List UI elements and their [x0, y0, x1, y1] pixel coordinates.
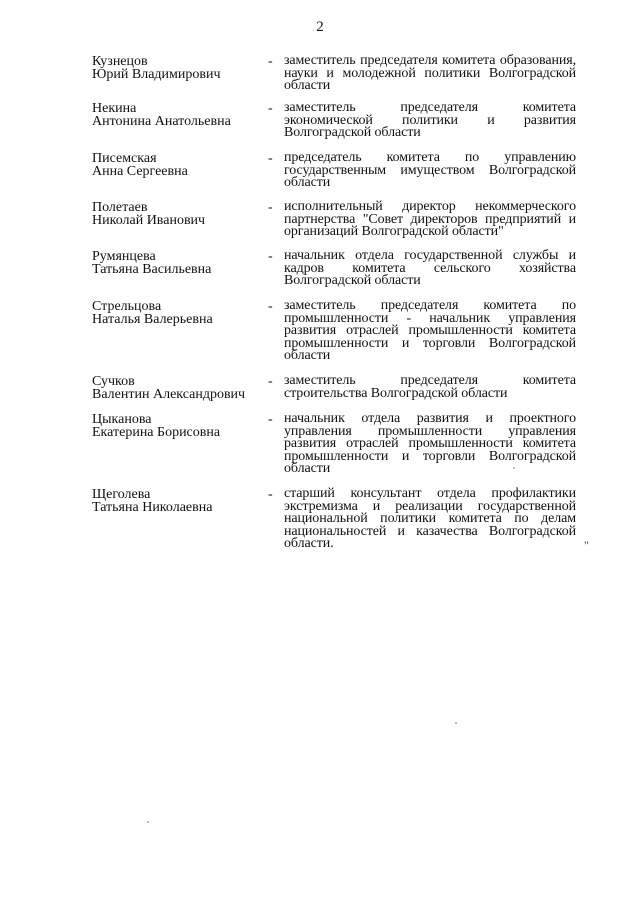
position-description: начальник отдела государственной службы и кадров комитета сельского хозяйства Волгоградской области	[284, 248, 576, 288]
given-names: Николай Иванович	[92, 213, 206, 228]
given-names: Татьяна Васильевна	[92, 262, 212, 277]
surname: Кузнецов	[92, 54, 148, 69]
separator-dash: -	[268, 101, 273, 116]
given-names: Юрий Владимирович	[92, 67, 221, 82]
separator-dash: -	[268, 249, 273, 264]
person-name	[92, 152, 272, 178]
person-name	[92, 300, 272, 326]
person-name	[92, 413, 272, 439]
scan-speck	[513, 467, 515, 469]
given-names: Екатерина Борисовна	[92, 425, 221, 440]
scan-speck	[455, 722, 457, 724]
given-names: Валентин Александрович	[92, 387, 246, 402]
person-name	[92, 201, 272, 227]
surname: Стрельцова	[92, 299, 162, 314]
surname: Некина	[92, 101, 137, 116]
position-description: исполнительный директор некоммерческого партнерства "Совет директоров предприятий и организаций Волгоградской области"	[284, 199, 576, 239]
position-description: начальник отдела развития и проектного управления промышленности управления развития отраслей промышленности комитета промышленности и торговли Волгоградской области	[284, 411, 576, 476]
separator-dash: -	[268, 151, 273, 166]
position-description: старший консультант отдела профилактики экстремизма и реализации государственной национальной политики комитета по делам национальностей и казачества Волгоградской области.	[284, 486, 576, 551]
position-description: председатель комитета по управлению государственным имуществом Волгоградской области	[284, 150, 576, 190]
position-description: заместитель председателя комитета образования, науки и молодежной политики Волгоградской области	[284, 53, 576, 93]
separator-dash: -	[268, 487, 273, 502]
separator-dash: -	[268, 412, 273, 427]
given-names: Татьяна Николаевна	[92, 500, 213, 515]
scan-speck	[147, 821, 149, 823]
surname: Румянцева	[92, 249, 156, 264]
person-name	[92, 55, 272, 81]
given-names: Наталья Валерьевна	[92, 312, 213, 327]
surname: Полетаев	[92, 200, 148, 215]
separator-dash: -	[268, 374, 273, 389]
given-names: Антонина Анатольевна	[92, 114, 231, 129]
surname: Щеголева	[92, 487, 151, 502]
person-name	[92, 488, 272, 514]
page-number: 2	[316, 19, 324, 35]
given-names: Анна Сергеевна	[92, 164, 188, 179]
separator-dash: -	[268, 54, 273, 69]
position-description: заместитель председателя комитета экономической политики и развития Волгоградской области	[284, 100, 576, 140]
surname: Цыканова	[92, 412, 152, 427]
person-name	[92, 250, 272, 276]
separator-dash: -	[268, 200, 273, 215]
position-description: заместитель председателя комитета по промышленности - начальник управления развития отраслей промышленности комитета промышленности и торговли Волгоградской области	[284, 298, 576, 363]
separator-dash: -	[268, 299, 273, 314]
position-description: заместитель председателя комитета строительства Волгоградской области	[284, 373, 576, 401]
person-name	[92, 102, 272, 128]
surname: Писемская	[92, 151, 157, 166]
surname: Сучков	[92, 374, 135, 389]
person-name	[92, 375, 272, 401]
closing-quote-mark: "	[584, 538, 589, 552]
